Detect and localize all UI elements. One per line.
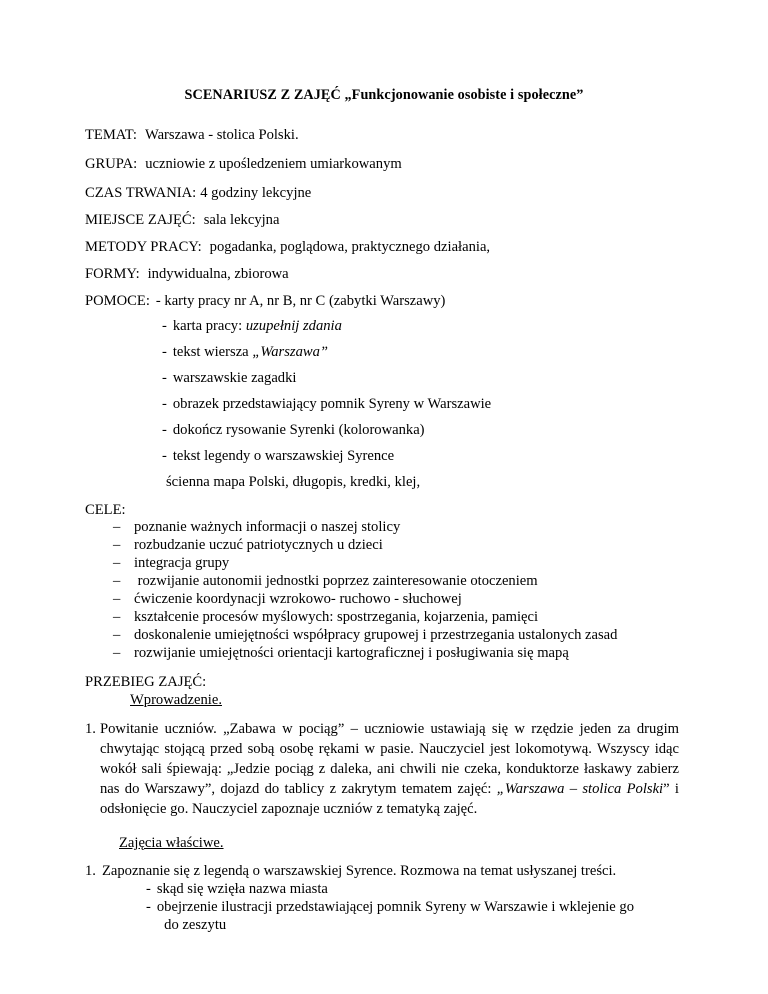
pomoce-item: - warszawskie zagadki — [162, 370, 297, 386]
header-value: Warszawa - stolica Polski. — [144, 127, 299, 143]
pomoce-last: ścienna mapa Polski, długopis, kredki, klej, — [166, 474, 421, 490]
zajecia-heading: Zajęcia właściwe. — [119, 835, 224, 851]
header-label: METODY PRACY: — [85, 239, 202, 255]
pomoce-label: POMOCE: — [85, 293, 150, 309]
goal-item: – kształcenie procesów myślowych: spostrzegania, kojarzenia, pamięci — [113, 609, 539, 625]
pomoce-first: karty pracy nr A, nr B, nr C (zabytki Warszawy) — [164, 293, 446, 309]
goal-item: – ćwiczenie koordynacji wzrokowo- ruchowo - słuchowej — [113, 591, 462, 607]
header-label: FORMY: — [85, 266, 140, 282]
goal-item: – integracja grupy — [113, 555, 230, 571]
header-value: indywidualna, zbiorowa — [147, 266, 289, 282]
goal-item: – rozwijanie autonomii jednostki poprzez zainteresowanie otoczeniem — [113, 573, 538, 589]
header-label: CZAS TRWANIA: — [85, 185, 197, 201]
pomoce-item: - karta pracy: uzupełnij zdania — [162, 318, 342, 334]
pomoce-item: - tekst legendy o warszawskiej Syrence — [162, 448, 395, 464]
header-label: MIEJSCE ZAJĘĆ: — [85, 212, 196, 228]
header-label: GRUPA: — [85, 156, 138, 172]
wprowadzenie-heading: Wprowadzenie. — [130, 692, 222, 708]
document-title: SCENARIUSZ Z ZAJĘĆ „Funkcjonowanie osobiste i społeczne” — [184, 87, 584, 103]
header-value: pogadanka, poglądowa, praktycznego działania, — [209, 239, 491, 255]
paragraph-2: 1. Zapoznanie się z legendą o warszawskiej Syrence. Rozmowa na temat usłyszanej treści. — [85, 863, 617, 879]
header-row-czas — [85, 184, 311, 202]
header-value: sala lekcyjna — [203, 212, 280, 228]
paragraph-1: 1. Powitanie uczniów. „Zabawa w pociąg” – uczniowie ustawiają się w rzędzie jeden za drugim chwytając stojącą przed sobą osobę rękami w pasie. Nauczyciel jest lokomotywą. Wszyscy idąc wokół sali śpiewają: „Jedzie pociąg z daleka, ani chwili nie czeka, konduktorze łaskawy zabierz nas do Warszawy”, dojazd do tablicy z zakrytym tematem zajęć: „Warszawa – stolica Polski” i odsłonięcie go. Nauczyciel zapoznaje uczniów z tematyką zajęć. — [85, 721, 679, 817]
list-item: - obejrzenie ilustracji przedstawiającej pomnik Syreny w Warszawie i wklejenie go — [146, 899, 635, 915]
goal-item: – rozbudzanie uczuć patriotycznych u dzieci — [113, 537, 383, 553]
goal-item: – doskonalenie umiejętności współpracy grupowej i przestrzegania ustalonych zasad — [113, 627, 618, 643]
goal-item: – rozwijanie umiejętności orientacji kartograficznej i posługiwania się mapą — [113, 645, 569, 661]
list-item: - skąd się wzięła nazwa miasta — [146, 881, 328, 897]
header-row-formy — [85, 265, 289, 283]
pomoce-item: - dokończ rysowanie Syrenki (kolorowanka) — [162, 422, 425, 438]
list-item: do zeszytu — [156, 917, 227, 933]
header-value: uczniowie z upośledzeniem umiarkowanym — [145, 156, 402, 172]
header-label: TEMAT: — [85, 127, 137, 143]
pomoce-item: - obrazek przedstawiający pomnik Syreny w Warszawie — [162, 396, 492, 412]
header-row-metody — [85, 238, 490, 256]
przebieg-label: PRZEBIEG ZAJĘĆ: — [85, 674, 207, 690]
goal-item: – poznanie ważnych informacji o naszej stolicy — [113, 519, 401, 535]
header-row-miejsce — [85, 211, 279, 229]
header-row-grupa — [85, 155, 402, 173]
pomoce-item: - tekst wiersza „Warszawa” — [162, 344, 329, 360]
pomoce-row — [85, 292, 445, 310]
header-value: 4 godziny lekcyjne — [200, 185, 312, 201]
pomoce-dash: - — [155, 293, 165, 309]
header-row-temat — [85, 126, 299, 144]
cele-label: CELE: — [85, 502, 126, 518]
